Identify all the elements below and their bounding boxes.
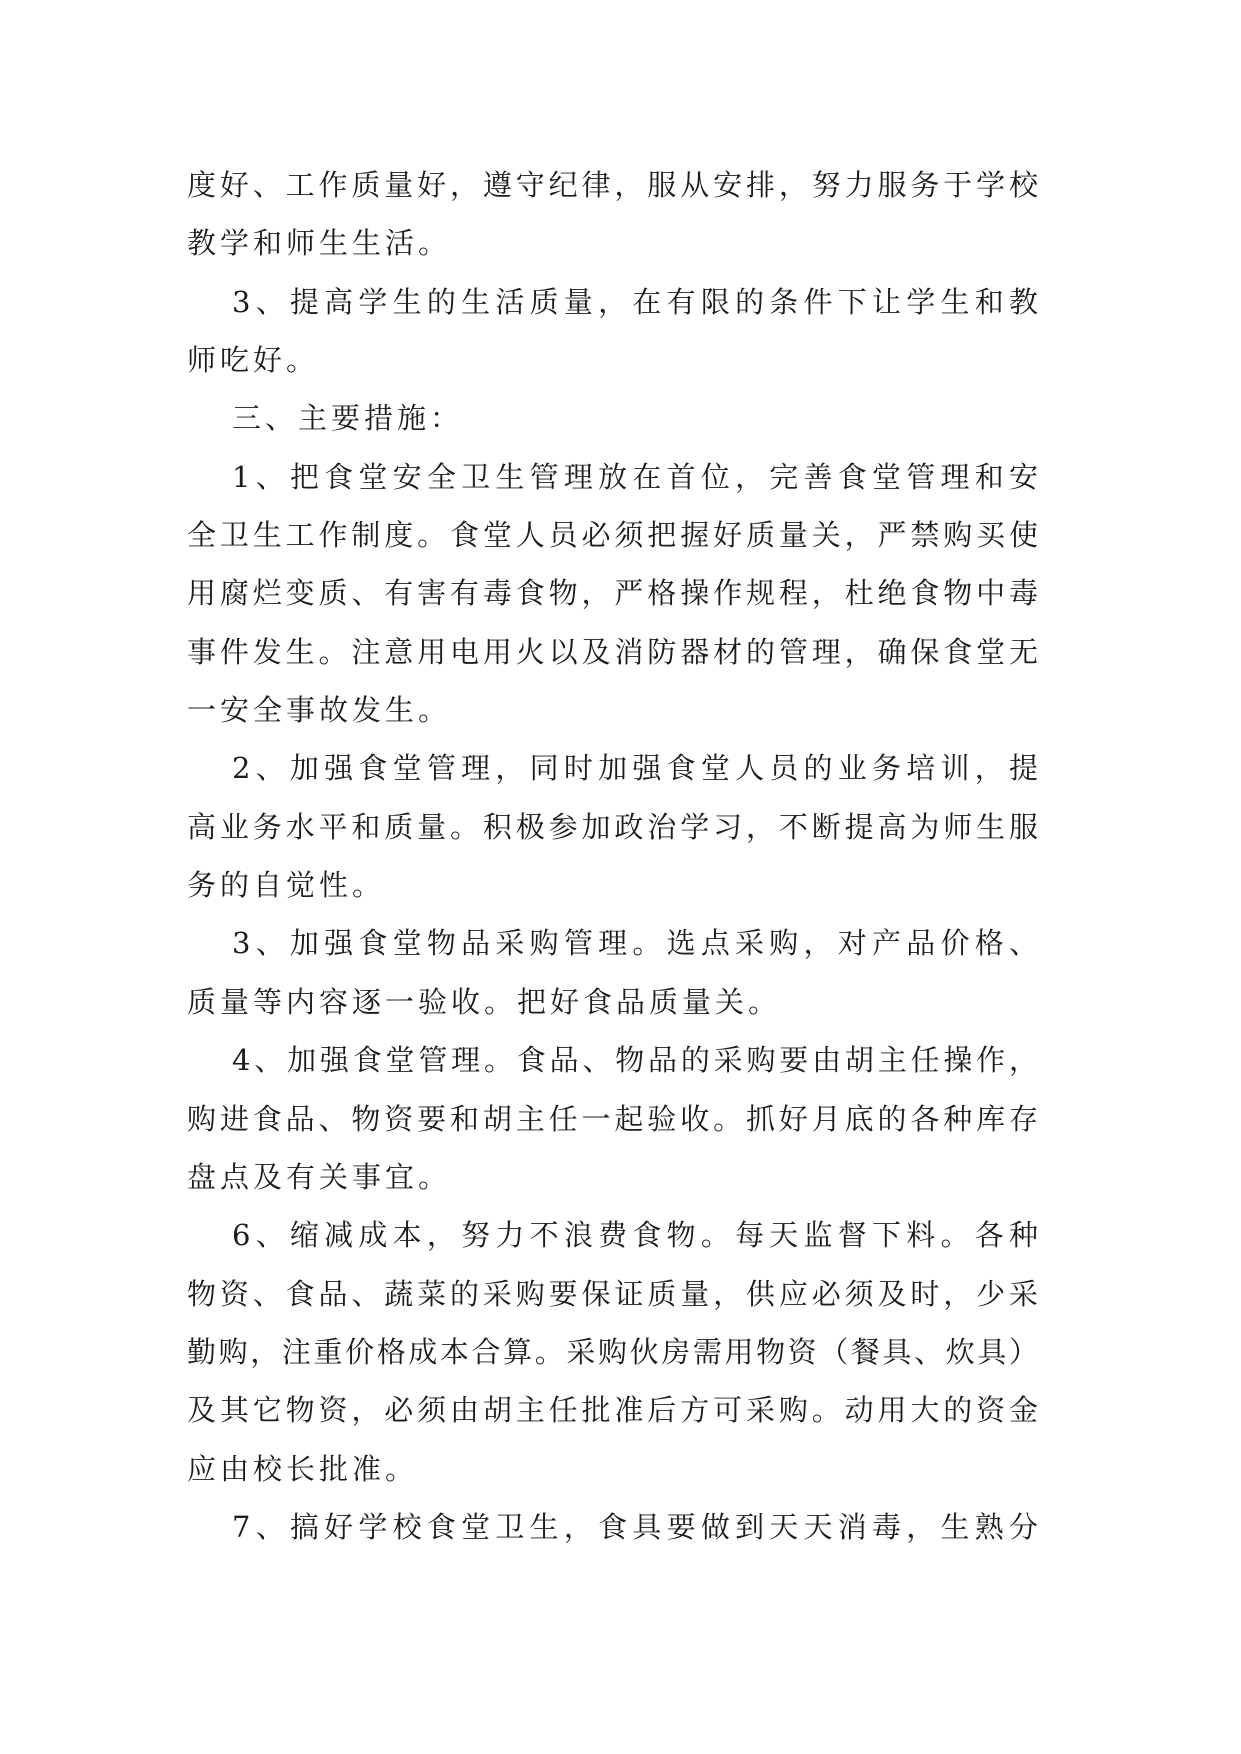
paragraph-measure-1	[187, 448, 1040, 740]
text-line: 购进食品、物资要和胡主任一起验收。抓好月底的各种库存	[187, 1101, 1040, 1136]
text-line: 教学和师生生活。	[187, 226, 452, 261]
text-line: 2、加强食堂管理，同时加强食堂人员的业务培训，提	[232, 751, 1040, 786]
text-line: 高业务水平和质量。积极参加政治学习，不断提高为师生服	[187, 809, 1040, 844]
paragraph-measure-2	[187, 739, 1040, 914]
text-line: 4、加强食堂管理。食品、物品的采购要由胡主任操作，	[232, 1043, 1040, 1078]
document-body	[187, 156, 1040, 1556]
section-heading	[187, 389, 1040, 447]
text-line: 用腐烂变质、有害有毒食物，严格操作规程，杜绝食物中毒	[187, 576, 1040, 611]
text-line: 事件发生。注意用电用火以及消防器材的管理，确保食堂无	[187, 634, 1040, 669]
text-line: 勤购，注重价格成本合算。采购伙房需用物资（餐具、炊具）	[187, 1334, 1040, 1369]
text-line: 盘点及有关事宜。	[187, 1159, 452, 1194]
text-line: 7、搞好学校食堂卫生，食具要做到天天消毒，生熟分	[232, 1509, 1040, 1544]
paragraph-measure-7	[187, 1498, 1040, 1556]
paragraph-item-3	[187, 273, 1040, 390]
text-line: 物资、食品、蔬菜的采购要保证质量，供应必须及时，少采	[187, 1276, 1040, 1311]
text-line: 全卫生工作制度。食堂人员必须把握好质量关，严禁购买使	[187, 518, 1040, 553]
paragraph-measure-4	[187, 1031, 1040, 1206]
paragraph-continuation	[187, 156, 1040, 273]
text-line: 1、把食堂安全卫生管理放在首位，完善食堂管理和安	[232, 459, 1040, 494]
text-line: 3、提高学生的生活质量，在有限的条件下让学生和教	[232, 284, 1040, 319]
text-line: 3、加强食堂物品采购管理。选点采购，对产品价格、	[232, 926, 1040, 961]
paragraph-measure-6	[187, 1206, 1040, 1498]
text-line: 6、缩减成本，努力不浪费食物。每天监督下料。各种	[232, 1218, 1040, 1253]
text-line: 应由校长批准。	[187, 1451, 419, 1486]
text-line: 师吃好。	[187, 343, 320, 378]
section-heading-text: 三、主要措施：	[232, 401, 464, 436]
text-line: 及其它物资，必须由胡主任批准后方可采购。动用大的资金	[187, 1393, 1040, 1428]
text-line: 度好、工作质量好，遵守纪律，服从安排，努力服务于学校	[187, 168, 1040, 202]
text-line: 一安全事故发生。	[187, 693, 452, 728]
text-line: 质量等内容逐一验收。把好食品质量关。	[187, 984, 782, 1019]
text-line: 务的自觉性。	[187, 868, 386, 903]
paragraph-measure-3	[187, 914, 1040, 1031]
